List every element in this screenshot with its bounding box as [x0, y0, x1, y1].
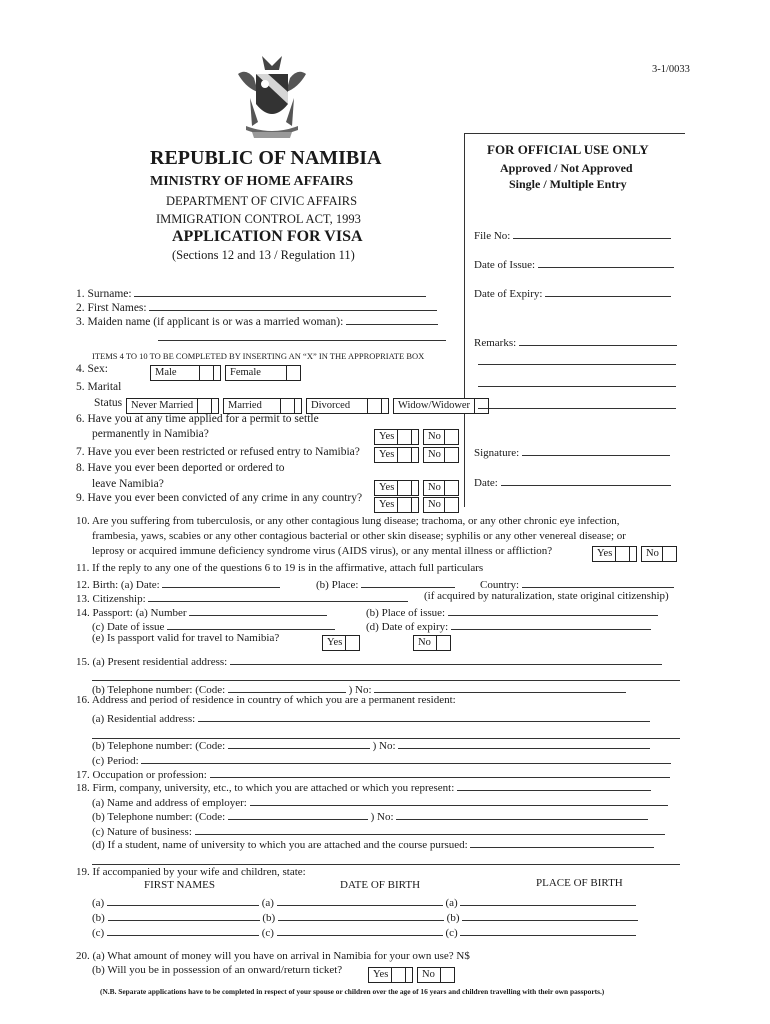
employer-tel-field[interactable]: (b) Telephone number: (Code: ) No:	[92, 808, 648, 823]
birth-place-field[interactable]: (b) Place:	[316, 576, 455, 591]
citizenship-note: (if acquired by naturalization, state original citizenship)	[424, 590, 669, 602]
passport-issue-field[interactable]: (c) Date of issue	[92, 618, 335, 633]
ticket-label: (b) Will you be in possession of an onward/return ticket?	[92, 964, 343, 976]
sex-label: 4. Sex:	[76, 363, 108, 375]
form-code: 3-1/0033	[652, 64, 690, 75]
present-address-field[interactable]: 15. (a) Present residential address:	[76, 653, 662, 668]
official-entry: Single / Multiple Entry	[509, 177, 627, 191]
passport-number-field[interactable]: 14. Passport: (a) Number	[76, 604, 327, 619]
passport-valid-options: Yes No	[322, 634, 451, 652]
department-title: DEPARTMENT OF CIVIC AFFAIRS	[166, 194, 358, 208]
official-issue-label: Date of Issue:	[474, 256, 674, 271]
q19-label: 19. If accompanied by your wife and children, state:	[76, 866, 306, 878]
ticket-options: Yes No	[368, 966, 455, 984]
birth-date-field[interactable]: 12. Birth: (a) Date:	[76, 576, 280, 591]
file-no-label: File No:	[474, 227, 671, 242]
ticket-no-checkbox[interactable]	[440, 967, 455, 983]
q11-text: 11. If the reply to any one of the questions 6 to 19 is in the affirmative, attach full particulars	[76, 562, 484, 574]
q10-text-1: 10. Are you suffering from tuberculosis, or any other contagious lung disease; trachoma, or any other chronic eye infection,	[76, 515, 620, 527]
footnote: (N.B. Separate applications have to be completed in respect of your spouse or children over the age of 16 years and children travelling with their own passports.)	[100, 987, 605, 996]
married-checkbox[interactable]	[280, 398, 295, 414]
widow-option: Widow/Widower	[393, 398, 475, 414]
q9-text: 9. Have you ever been convicted of any crime in any country?	[76, 492, 363, 504]
passport-valid-label: (e) Is passport valid for travel to Namibia?	[92, 632, 280, 644]
q7-options: Yes No	[374, 446, 459, 464]
q9-no-checkbox[interactable]	[444, 497, 459, 513]
q9-yes-checkbox[interactable]	[397, 497, 412, 513]
official-approved: Approved / Not Approved	[500, 161, 633, 175]
q8-text-1: 8. Have you ever been deported or ordered to	[76, 462, 285, 474]
passport-expiry-field[interactable]: (d) Date of expiry:	[366, 618, 651, 633]
signature-label: Signature:	[474, 444, 670, 459]
child-row-b[interactable]: (b) (b) (b)	[92, 909, 638, 924]
q8-options: Yes No	[374, 479, 459, 497]
q18-label: 18. Firm, company, university, etc., to which you are attached or which you represent:	[76, 779, 651, 794]
act-title: IMMIGRATION CONTROL ACT, 1993	[156, 212, 361, 226]
coat-of-arms-emblem	[232, 52, 312, 144]
q7-text: 7. Have you ever been restricted or refused entry to Namibia?	[76, 446, 360, 458]
widow-checkbox[interactable]	[474, 398, 489, 414]
passport-valid-yes-checkbox[interactable]	[345, 635, 360, 651]
money-field[interactable]: 20. (a) What amount of money will you have on arrival in Namibia for your own use? N$	[76, 950, 470, 962]
student-field[interactable]: (d) If a student, name of university to which you are attached and the course pursued:	[92, 836, 654, 851]
q10-text-3: leprosy or acquired immune deficiency syndrome virus (AIDS virus), or any mental illness or affliction?	[92, 545, 553, 557]
divorced-option: Divorced	[306, 398, 368, 414]
child-row-a[interactable]: (a) (a) (a)	[92, 894, 636, 909]
maiden-name-field[interactable]: 3. Maiden name (if applicant is or was a married woman):	[76, 313, 438, 328]
never-married-checkbox[interactable]	[197, 398, 212, 414]
form-title: APPLICATION FOR VISA	[172, 228, 363, 245]
marital-label: 5. Marital	[76, 381, 122, 393]
q10-yes-checkbox[interactable]	[615, 546, 630, 562]
marital-status-label: Status	[94, 397, 123, 409]
official-expiry-label: Date of Expiry:	[474, 285, 671, 300]
married-option: Married	[223, 398, 281, 414]
q6-options: Yes No	[374, 428, 459, 446]
q10-options: Yes No	[592, 545, 677, 563]
residence-period-field[interactable]: (c) Period:	[92, 752, 671, 767]
ticket-yes-checkbox[interactable]	[391, 967, 406, 983]
q6-yes-checkbox[interactable]	[397, 429, 412, 445]
q16-label: 16. Address and period of residence in country of which you are a permanent resident:	[76, 694, 456, 706]
permanent-tel-field[interactable]: (b) Telephone number: (Code: ) No:	[92, 737, 650, 752]
permanent-address-field[interactable]: (a) Residential address:	[92, 710, 650, 725]
passport-place-field[interactable]: (b) Place of issue:	[366, 604, 658, 619]
country-title: REPUBLIC OF NAMIBIA	[150, 147, 382, 169]
q10-no-checkbox[interactable]	[662, 546, 677, 562]
q8-yes-checkbox[interactable]	[397, 480, 412, 496]
col-first-names: FIRST NAMES	[144, 879, 216, 891]
occupation-field[interactable]: 17. Occupation or profession:	[76, 766, 670, 781]
q8-text-2: leave Namibia?	[92, 478, 164, 490]
divorced-checkbox[interactable]	[367, 398, 382, 414]
q6-text-1: 6. Have you at any time applied for a permit to settle	[76, 413, 319, 425]
female-checkbox[interactable]	[286, 365, 301, 381]
female-option: Female	[225, 365, 287, 381]
child-row-c[interactable]: (c) (c) (c)	[92, 924, 636, 939]
form-sections: (Sections 12 and 13 / Regulation 11)	[172, 248, 355, 262]
col-place-of-birth: PLACE OF BIRTH	[536, 877, 623, 889]
q6-no-checkbox[interactable]	[444, 429, 459, 445]
q8-no-checkbox[interactable]	[444, 480, 459, 496]
surname-field[interactable]: 1. Surname:	[76, 285, 426, 300]
q10-text-2: frambesia, yaws, scabies or any other contagious bacterial or other skin disease; syphilis or any other venereal disease; or	[92, 530, 626, 542]
passport-valid-no-checkbox[interactable]	[436, 635, 451, 651]
official-heading: FOR OFFICIAL USE ONLY	[487, 142, 649, 157]
male-checkbox[interactable]	[199, 365, 214, 381]
q6-text-2: permanently in Namibia?	[92, 428, 209, 440]
col-date-of-birth: DATE OF BIRTH	[340, 879, 421, 891]
never-married-option: Never Married	[126, 398, 198, 414]
q7-no-checkbox[interactable]	[444, 447, 459, 463]
present-tel-code-field[interactable]: (b) Telephone number: (Code: ) No:	[92, 681, 626, 696]
instruction-text: ITEMS 4 TO 10 TO BE COMPLETED BY INSERTING AN “X” IN THE APPROPRIATE BOX	[92, 351, 425, 361]
remarks-label: Remarks:	[474, 334, 677, 349]
employer-field[interactable]: (a) Name and address of employer:	[92, 794, 668, 809]
birth-country-field[interactable]: Country:	[480, 576, 674, 591]
q7-yes-checkbox[interactable]	[397, 447, 412, 463]
male-option: Male	[150, 365, 200, 381]
ministry-title: MINISTRY OF HOME AFFAIRS	[150, 174, 354, 189]
official-date-label: Date:	[474, 474, 671, 489]
sex-options	[150, 364, 301, 382]
first-names-field[interactable]: 2. First Names:	[76, 299, 437, 314]
q9-options: Yes No	[374, 496, 459, 514]
business-nature-field[interactable]: (c) Nature of business:	[92, 823, 665, 838]
citizenship-field[interactable]: 13. Citizenship:	[76, 590, 408, 605]
